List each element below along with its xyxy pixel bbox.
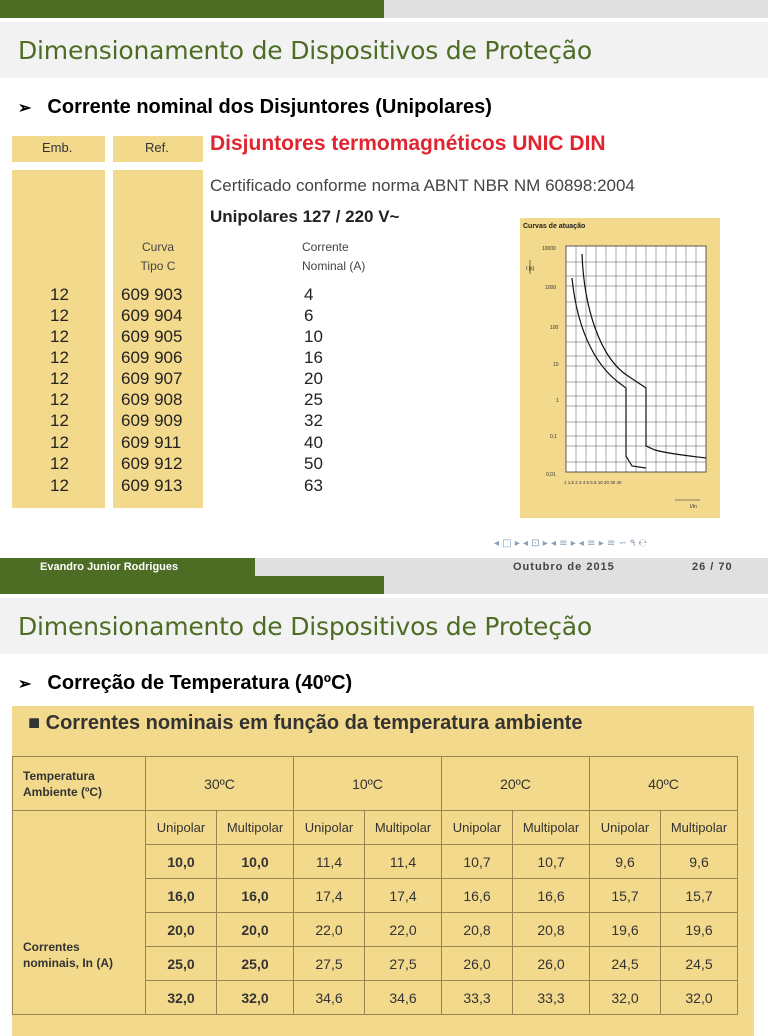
emb-cell: 12 xyxy=(50,476,69,495)
bullet-point xyxy=(18,96,492,119)
cell: 33,3 xyxy=(513,981,590,1015)
emb-cell: 12 xyxy=(50,411,69,430)
cell: 15,7 xyxy=(590,879,661,913)
cell: 16,0 xyxy=(146,879,217,913)
corrente-cell: 16 xyxy=(304,348,323,367)
temperature-correction-table xyxy=(12,756,738,1015)
product-heading: Disjuntores termomagnéticos UNIC DIN xyxy=(210,132,606,155)
corrente-cell: 10 xyxy=(304,327,323,346)
corrente-cell: 50 xyxy=(304,454,323,473)
cell: 17,4 xyxy=(294,879,365,913)
cell: 32,0 xyxy=(590,981,661,1015)
slide-title: Dimensionamento de Dispositivos de Proteção xyxy=(18,36,592,65)
slide-title: Dimensionamento de Dispositivos de Proteção xyxy=(18,612,592,641)
corrente-cell: 20 xyxy=(304,369,323,388)
cell: 32,0 xyxy=(661,981,738,1015)
ref-cell: 609 911 xyxy=(121,433,182,452)
cell: 24,5 xyxy=(661,947,738,981)
unipolar-subtitle: Unipolares 127 / 220 V~ xyxy=(210,207,400,226)
corrente-cell: 4 xyxy=(304,285,314,304)
cell: 32,0 xyxy=(146,981,217,1015)
temperature-table-panel xyxy=(12,706,754,1036)
arrow-bullet-icon: ➢ xyxy=(18,100,32,117)
emb-cell: 12 xyxy=(50,433,69,452)
sub-header: Multipolar xyxy=(365,811,442,845)
cell: 17,4 xyxy=(365,879,442,913)
cell: 33,3 xyxy=(442,981,513,1015)
corrente-header xyxy=(302,238,365,276)
cell: 20,0 xyxy=(146,913,217,947)
top-progress-bar xyxy=(0,576,768,594)
y-tick: 0,1 xyxy=(550,434,557,440)
ref-cell: 609 909 xyxy=(121,411,183,430)
ref-cell: 609 903 xyxy=(121,285,183,304)
emb-cell: 12 xyxy=(50,369,69,388)
y-tick: 1 xyxy=(556,398,559,404)
cell: 25,0 xyxy=(217,947,294,981)
trip-curve-graph xyxy=(520,218,720,518)
emb-cell: 12 xyxy=(50,390,69,409)
cell: 27,5 xyxy=(294,947,365,981)
trip-curve-svg xyxy=(520,218,720,518)
corrente-line1: Corrente xyxy=(302,240,349,254)
emb-cell: 12 xyxy=(50,285,69,304)
emb-cell: 12 xyxy=(50,454,69,473)
cell: 11,4 xyxy=(294,845,365,879)
curva-line1: Curva xyxy=(141,240,174,254)
certification-text: Certificado conforme norma ABNT NBR NM 60898:2004 xyxy=(210,176,635,195)
bullet-text: Correção de Temperatura (40ºC) xyxy=(47,672,353,694)
temp-header-40: 40ºC xyxy=(590,757,738,811)
temp-ambient-label xyxy=(13,757,146,811)
emb-cell: 12 xyxy=(50,348,69,367)
footer-right xyxy=(255,558,768,576)
x-axis-label: I/In xyxy=(690,504,697,510)
cell: 32,0 xyxy=(217,981,294,1015)
row-label-line2: nominais, In (A) xyxy=(23,956,113,970)
y-tick: 10000 xyxy=(542,246,556,252)
row-label-line1: Correntes xyxy=(23,940,80,954)
ref-cell: 609 908 xyxy=(121,390,183,409)
ref-cell: 609 905 xyxy=(121,327,183,346)
emb-cell: 12 xyxy=(50,327,69,346)
top-progress-bar xyxy=(0,0,768,18)
cell: 10,0 xyxy=(146,845,217,879)
cell: 34,6 xyxy=(365,981,442,1015)
sub-header: Multipolar xyxy=(513,811,590,845)
x-ticks: 1 1,5 2 3 4 5 6 8 10 20 30 40 xyxy=(564,480,622,485)
corrente-cell: 40 xyxy=(304,433,323,452)
cell: 19,6 xyxy=(661,913,738,947)
temperature-table-title: ■ Correntes nominais em função da temperatura ambiente xyxy=(28,712,583,734)
ref-cell: 609 904 xyxy=(121,306,183,325)
temp-label-line2: Ambiente (ºC) xyxy=(23,784,103,799)
sub-header: Unipolar xyxy=(294,811,365,845)
cell: 9,6 xyxy=(590,845,661,879)
cell: 26,0 xyxy=(442,947,513,981)
sub-header: Unipolar xyxy=(590,811,661,845)
cell: 20,8 xyxy=(442,913,513,947)
footer xyxy=(0,558,768,576)
footer-author: Evandro Junior Rodrigues xyxy=(0,558,255,576)
cell: 34,6 xyxy=(294,981,365,1015)
cell: 10,7 xyxy=(442,845,513,879)
ref-cell: 609 912 xyxy=(121,454,183,473)
y-tick: 0,01 xyxy=(546,472,556,478)
arrow-bullet-icon: ➢ xyxy=(18,676,32,693)
cell: 27,5 xyxy=(365,947,442,981)
corrente-cell: 25 xyxy=(304,390,323,409)
sub-header: Unipolar xyxy=(146,811,217,845)
corrente-cell: 32 xyxy=(304,411,323,430)
curva-header xyxy=(113,238,203,276)
cell: 16,0 xyxy=(217,879,294,913)
sub-header: Unipolar xyxy=(442,811,513,845)
temp-label-line1: Temperatura xyxy=(23,768,95,783)
sub-header: Multipolar xyxy=(217,811,294,845)
cell: 20,0 xyxy=(217,913,294,947)
cell: 11,4 xyxy=(365,845,442,879)
emb-cell: 12 xyxy=(50,306,69,325)
ref-cell: 609 913 xyxy=(121,476,183,495)
navigation-controls[interactable]: ◂ □ ▸ ◂ ⊡ ▸ ◂ ≡ ▸ ◂ ≡ ▸ ≡ ∽ ۹ ℮ xyxy=(494,538,648,549)
cell: 26,0 xyxy=(513,947,590,981)
footer-page: 26 / 70 xyxy=(692,561,733,573)
ref-cell: 609 907 xyxy=(121,369,183,388)
cell: 10,0 xyxy=(217,845,294,879)
y-axis-label: t [s] xyxy=(526,266,535,272)
footer-date: Outubro de 2015 xyxy=(513,561,615,573)
cell: 10,7 xyxy=(513,845,590,879)
corrente-line2: Nominal (A) xyxy=(302,259,366,273)
y-tick: 1000 xyxy=(545,285,557,291)
bullet-point xyxy=(18,672,352,695)
bullet-text: Corrente nominal dos Disjuntores (Unipolares) xyxy=(47,96,492,118)
row-label xyxy=(13,811,146,1015)
cell: 22,0 xyxy=(365,913,442,947)
ref-cell: 609 906 xyxy=(121,348,183,367)
sub-header: Multipolar xyxy=(661,811,738,845)
corrente-cell: 6 xyxy=(304,306,314,325)
cell: 9,6 xyxy=(661,845,738,879)
cell: 22,0 xyxy=(294,913,365,947)
cell: 25,0 xyxy=(146,947,217,981)
graph-title: Curvas de atuação xyxy=(523,223,586,230)
ref-header: Ref. xyxy=(145,140,169,155)
cell: 19,6 xyxy=(590,913,661,947)
cell: 20,8 xyxy=(513,913,590,947)
y-tick: 100 xyxy=(550,325,559,331)
cell: 16,6 xyxy=(513,879,590,913)
cell: 15,7 xyxy=(661,879,738,913)
corrente-cell: 63 xyxy=(304,476,323,495)
temp-header-20: 20ºC xyxy=(442,757,590,811)
curva-line2: Tipo C xyxy=(140,259,176,273)
temp-header-30: 30ºC xyxy=(146,757,294,811)
cell: 16,6 xyxy=(442,879,513,913)
cell: 24,5 xyxy=(590,947,661,981)
y-tick: 10 xyxy=(553,362,559,368)
emb-header: Emb. xyxy=(42,140,73,155)
temp-header-10: 10ºC xyxy=(294,757,442,811)
